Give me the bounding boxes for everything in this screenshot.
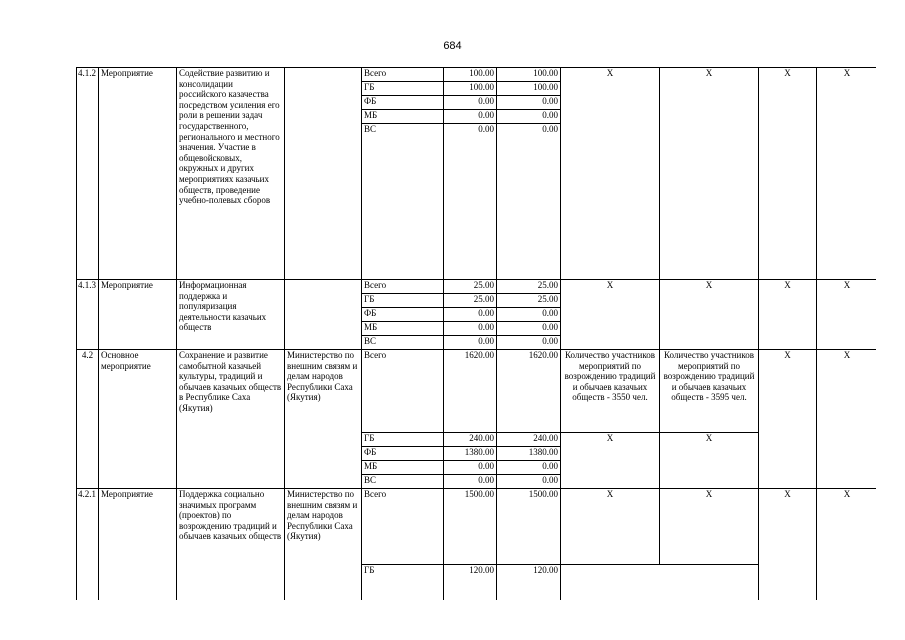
indicator-cell: Количество участников мероприятий по возрождению традиций и обычаев казачьих обществ - 3550 чел.	[561, 350, 660, 433]
row-executor: Министерство по внешним связям и делам народов Республики Саха (Якутия)	[285, 489, 362, 601]
funding-value: 1380.00	[497, 447, 561, 461]
funding-value: 0.00	[497, 322, 561, 336]
funding-source: ГБ	[362, 565, 444, 601]
funding-source: Всего	[362, 68, 444, 82]
funding-source: ВС	[362, 475, 444, 489]
row-kind: Мероприятие	[99, 68, 177, 280]
funding-source: ВС	[362, 336, 444, 350]
indicator-cell: Х	[660, 433, 759, 489]
funding-source: ГБ	[362, 294, 444, 308]
row-code: 4.1.2	[77, 68, 99, 280]
table-row	[77, 68, 877, 82]
row-kind: Мероприятие	[99, 280, 177, 350]
row-code: 4.2	[77, 350, 99, 489]
funding-source: ФБ	[362, 447, 444, 461]
funding-value: 0.00	[497, 336, 561, 350]
funding-value: 100.00	[444, 82, 497, 96]
indicator-cell: Х	[561, 489, 660, 565]
funding-value: 1620.00	[444, 350, 497, 433]
row-name: Содействие развитию и консолидации российского казачества посредством усиления его роли в решении задач государственного, регионального и местного значения. Участие в общевойсковых, окружных и других мероприятиях казачьих обществ, проведение учебно-полевых сборов	[177, 68, 285, 280]
funding-value: 100.00	[497, 68, 561, 82]
funding-value: 0.00	[497, 96, 561, 110]
funding-value: 100.00	[444, 68, 497, 82]
funding-value: 25.00	[497, 280, 561, 294]
funding-source: ГБ	[362, 82, 444, 96]
funding-value: 120.00	[497, 565, 561, 601]
funding-value: 240.00	[444, 433, 497, 447]
funding-value: 0.00	[444, 308, 497, 322]
funding-source: МБ	[362, 461, 444, 475]
page-number: 684	[443, 40, 462, 52]
funding-value: 0.00	[497, 475, 561, 489]
table-row	[77, 489, 877, 565]
funding-value: 1500.00	[497, 489, 561, 565]
table-row	[77, 280, 877, 294]
indicator-cell: Х	[561, 68, 660, 280]
funding-source: Всего	[362, 350, 444, 433]
indicator-cell: Х	[660, 489, 759, 565]
indicator-cell: Х	[817, 350, 877, 489]
funding-source: ФБ	[362, 308, 444, 322]
blank-cell	[660, 565, 759, 601]
indicator-cell: Х	[660, 280, 759, 350]
row-kind: Основное мероприятие	[99, 350, 177, 489]
indicator-cell: Х	[759, 280, 817, 350]
indicator-cell: Х	[817, 68, 877, 280]
row-name: Информационная поддержка и популяризация деятельности казачьих обществ	[177, 280, 285, 350]
indicator-cell: Х	[817, 280, 877, 350]
funding-source: ФБ	[362, 96, 444, 110]
indicator-cell: Х	[759, 350, 817, 489]
funding-source: Всего	[362, 489, 444, 565]
activities-table	[76, 67, 876, 600]
funding-value: 25.00	[497, 294, 561, 308]
funding-value: 0.00	[444, 461, 497, 475]
funding-source: Всего	[362, 280, 444, 294]
funding-value: 1380.00	[444, 447, 497, 461]
funding-value: 0.00	[444, 96, 497, 110]
funding-value: 25.00	[444, 294, 497, 308]
funding-value: 120.00	[444, 565, 497, 601]
funding-value: 1500.00	[444, 489, 497, 565]
funding-source: ВС	[362, 124, 444, 280]
row-executor	[285, 68, 362, 280]
row-code: 4.1.3	[77, 280, 99, 350]
funding-value: 0.00	[444, 475, 497, 489]
funding-value: 0.00	[497, 461, 561, 475]
funding-value: 100.00	[497, 82, 561, 96]
program-table	[76, 67, 876, 600]
funding-value: 1620.00	[497, 350, 561, 433]
funding-value: 240.00	[497, 433, 561, 447]
row-executor	[285, 280, 362, 350]
table-row	[77, 350, 877, 433]
row-kind: Мероприятие	[99, 489, 177, 601]
row-code: 4.2.1	[77, 489, 99, 601]
indicator-cell: Х	[561, 433, 660, 489]
indicator-cell: Х	[759, 489, 817, 601]
row-executor: Министерство по внешним связям и делам народов Республики Саха (Якутия)	[285, 350, 362, 489]
funding-source: МБ	[362, 110, 444, 124]
funding-value: 0.00	[444, 336, 497, 350]
indicator-cell: Х	[660, 68, 759, 280]
indicator-cell: Х	[561, 280, 660, 350]
indicator-cell: Количество участников мероприятий по возрождению традиций и обычаев казачьих обществ - 3595 чел.	[660, 350, 759, 433]
funding-value: 0.00	[444, 322, 497, 336]
funding-value: 0.00	[497, 308, 561, 322]
funding-value: 0.00	[497, 124, 561, 280]
indicator-cell: Х	[817, 489, 877, 601]
row-name: Сохранение и развитие самобытной казачьей культуры, традиций и обычаев казачьих обществ в Республике Саха (Якутия)	[177, 350, 285, 489]
funding-value: 0.00	[444, 110, 497, 124]
funding-value: 0.00	[497, 110, 561, 124]
indicator-cell: Х	[759, 68, 817, 280]
funding-source: ГБ	[362, 433, 444, 447]
row-name: Поддержка социально значимых программ (проектов) по возрождению традиций и обычаев казачьих обществ	[177, 489, 285, 601]
funding-value: 0.00	[444, 124, 497, 280]
funding-value: 25.00	[444, 280, 497, 294]
funding-source: МБ	[362, 322, 444, 336]
blank-cell	[561, 565, 660, 601]
